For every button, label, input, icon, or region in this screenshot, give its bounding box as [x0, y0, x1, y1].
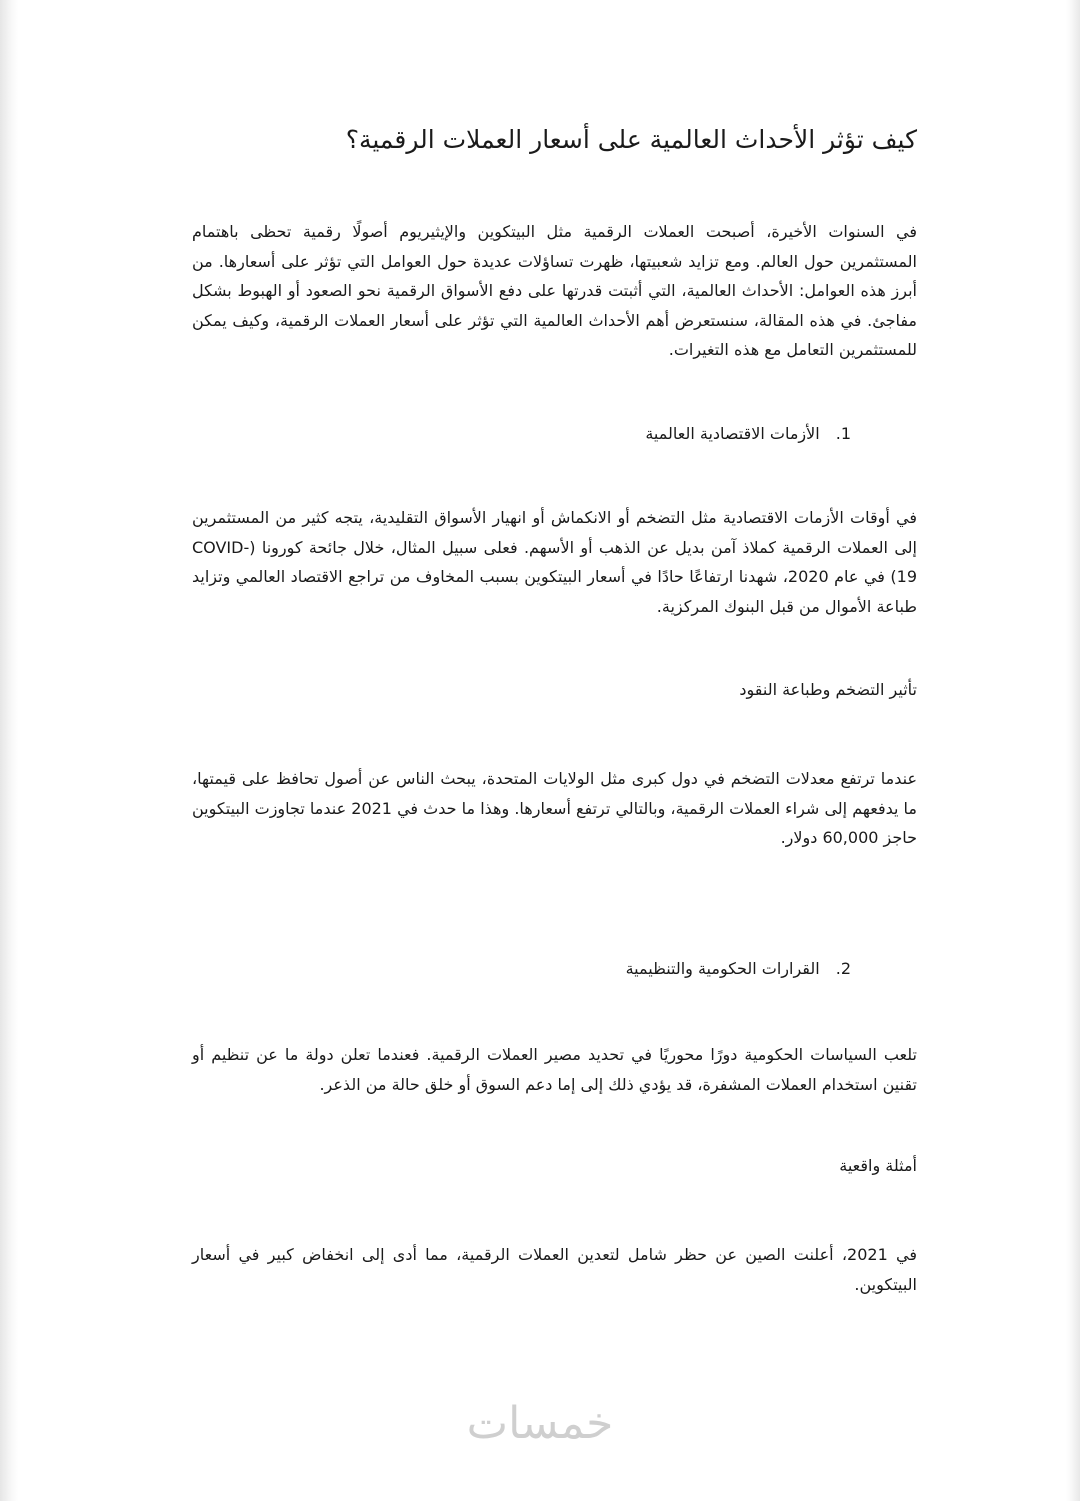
- document-title: كيف تؤثر الأحداث العالمية على أسعار العملات الرقمية؟: [345, 125, 917, 154]
- section-2-title: القرارات الحكومية والتنظيمية: [625, 959, 820, 978]
- section-1-number: 1.: [835, 424, 851, 443]
- intro-paragraph: في السنوات الأخيرة، أصبحت العملات الرقمية مثل البيتكوين والإيثيريوم أصولًا رقمية تحظى باهتمام المستثمرين حول العالم. ومع تزايد شعبيتها، ظهرت تساؤلات عديدة حول العوامل التي تؤثر على أسعارها. من أبرز هذه العوامل: الأحداث العالمية، التي أثبتت قدرتها على دفع الأسواق الرقمية نحو الصعود أو الهبوط بشكل مفاجئ. في هذه المقالة، سنستعرض أهم الأحداث العالمية التي تؤثر على أسعار العملات الرقمية، وكيف يمكن للمستثمرين التعامل مع هذه التغيرات.: [192, 222, 917, 359]
- section-2-paragraph: تلعب السياسات الحكومية دورًا محوريًا في تحديد مصير العملات الرقمية. فعندما تعلن دولة ما عن تنظيم أو تقنين استخدام العملات المشفرة، قد يؤدي ذلك إلى إما دعم السوق أو خلق حالة من الذعر.: [192, 1045, 917, 1094]
- section-1-heading: [645, 420, 851, 448]
- page-edge-left: [0, 0, 18, 1501]
- section-2-subparagraph: في 2021، أعلنت الصين عن حظر شامل لتعدين العملات الرقمية، مما أدى إلى انخفاض كبير في أسعار البيتكوين.: [192, 1245, 918, 1294]
- section-2-number: 2.: [835, 959, 851, 978]
- section-2-heading: [626, 955, 851, 983]
- section-1-paragraph: في أوقات الأزمات الاقتصادية مثل التضخم أو الانكماش أو انهيار الأسواق التقليدية، يتجه كثير من المستثمرين إلى العملات الرقمية كملاذ آمن بديل عن الذهب أو الأسهم. فعلى سبيل المثال، خلال جائحة كورونا (COVID-19) في عام 2020، شهدنا ارتفاعًا حادًا في أسعار البيتكوين بسبب المخاوف من تراجع الاقتصاد العالمي وتزايد طباعة الأموال من قبل البنوك المركزية.: [192, 508, 918, 616]
- section-1-subheading: تأثير التضخم وطباعة النقود: [739, 680, 917, 699]
- section-2-subheading: أمثلة واقعية: [839, 1156, 917, 1175]
- page-edge-right: [1066, 0, 1080, 1501]
- watermark-logo: خمسات: [466, 1398, 614, 1449]
- section-1-title: الأزمات الاقتصادية العالمية: [645, 424, 820, 443]
- section-1-subparagraph: عندما ترتفع معدلات التضخم في دول كبرى مثل الولايات المتحدة، يبحث الناس عن أصول تحافظ على قيمتها، ما يدفعهم إلى شراء العملات الرقمية، وبالتالي ترتفع أسعارها. وهذا ما حدث في 2021 عندما تجاوزت البيتكوين حاجز 60,000 دولار.: [192, 769, 918, 847]
